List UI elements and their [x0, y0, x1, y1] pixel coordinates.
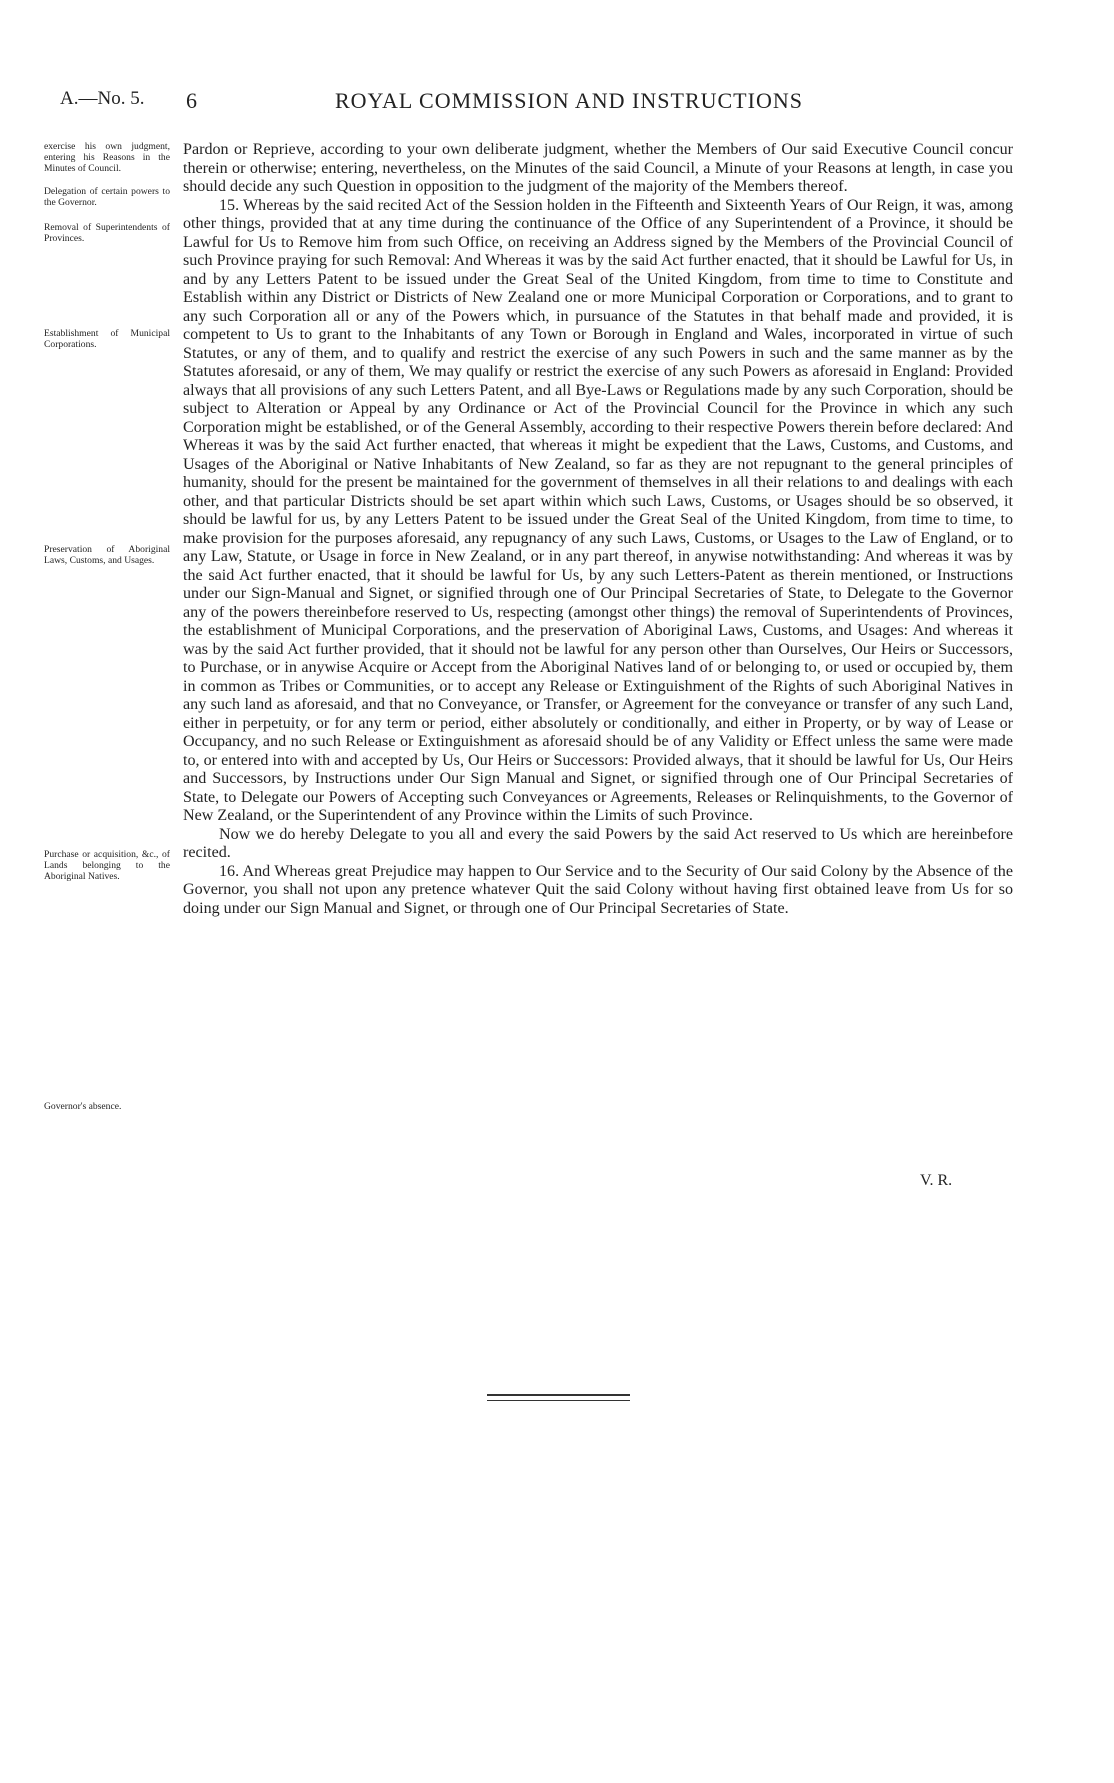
margin-note-land-purchase: Purchase or acquisition, &c., of Lands belonging to the Aboriginal Natives.: [44, 849, 170, 882]
paragraph-continuation: Pardon or Reprieve, according to your own deliberate judgment, whether the Members of Our said Executive Council concur therein or otherwise; entering, nevertheless, on the Minutes of the said Council, a Minute of your Reasons at length, in case you should decide any such Question in opposition to the judgment of the majority of the Members thereof.: [183, 141, 1013, 195]
margin-note-delegation: Delegation of certain powers to the Governor.: [44, 186, 170, 208]
margin-note-municipal-corporations: Establishment of Municipal Corporations.: [44, 328, 170, 350]
document-body: [183, 141, 1013, 918]
running-title: ROYAL COMMISSION AND INSTRUCTIONS: [335, 88, 803, 113]
paragraph-16: 16. And Whereas great Prejudice may happen to Our Service and to the Security of Our said Colony by the Absence of the Governor, you shall not upon any pretence whatever Quit the said Colony without having first obtained leave from Us for so doing under our Sign Manual and Signet, or through one of Our Principal Secretaries of State.: [183, 862, 1013, 917]
paragraph-15: 15. Whereas by the said recited Act of the Session holden in the Fifteenth and Sixteenth Years of Our Reign, it was, among other things, provided that at any time during the continuance of the Office of any Superintendent of a Province, it should be Lawful for Us to Remove him from such Office, on receiving an Address signed by the Members of the Provincial Council of such Province praying for such Removal: And Whereas it was by the said Act further enacted, that it should be Lawful for Us, in and by any Letters Patent to be issued under the Great Seal of the United Kingdom, from time to time to Constitute and Establish within any District or Districts of New Zealand one or more Municipal Corporation or Corporations, and to grant to any such Corporation all or any of the Powers which, in pursuance of the Statutes in that behalf made and provided, it is competent to Us to grant to the Inhabitants of any Town or Borough in England and Wales, incorporated in virtue of such Statutes, or any of them, and to qualify and restrict the exercise of any such Powers in such and the same manner as by the Statutes aforesaid, or any of them, We may qualify or restrict the exercise of any such Powers as aforesaid in England: Provided always that all provisions of any such Letters Patent, and all Bye-Laws or Regulations made by any such Corporation, should be subject to Alteration or Appeal by any Ordinance or Act of the Provincial Council for the Province in which any such Corporation might be established, or of the General Assembly, according to their respective Powers therein before declared: And Whereas it was by the said Act further enacted, that whereas it might be expedient that the Laws, Customs, and Customs, and Usages of the Aboriginal or Native Inhabitants of New Zealand, so far as they are not repugnant to the general principles of humanity, should for the present be maintained for the government of themselves in all their relations to and dealings with each other, and that particular Districts should be set apart within which such Laws, Customs, or Usages should be so observed, it should be lawful for us, by any Letters Patent to be issued under the Great Seal of the United Kingdom, from time to time, to make provision for the purposes aforesaid, any repugnancy of any such Laws, Customs, or Usages to the Law of England, or to any Law, Statute, or Usage in force in New Zealand, or in any part thereof, in anywise notwithstanding: And whereas it was by the said Act further enacted, that it should be lawful for Us, by any such Letters-Patent as therein mentioned, or Instructions under our Sign-Manual and Signet, or signified through one of Our Principal Secretaries of State, to Delegate to the Governor any of the powers thereinbefore reserved to Us, respecting (amongst other things) the removal of Superintendents of Provinces, the establishment of Municipal Corporations, and the preservation of Aboriginal Laws, Customs, and Usages: And whereas it was by the said Act further provided, that it should not be lawful for any person other than Ourselves, Our Heirs or Successors, to Purchase, or in anywise Acquire or Accept from the Aboriginal Natives land of or belonging to, or used or occupied by, them in common as Tribes or Communities, or to accept any Release or Extinguishment of the Rights of such Aboriginal Natives in any such land as aforesaid, and that no Conveyance, or Transfer, or Agreement for the conveyance or transfer of any such Land, either in perpetuity, or for any term or period, either absolutely or conditionally, and either in Property, or by way of Lease or Occupancy, and no such Release or Extinguishment as aforesaid should be of any Validity or Effect unless the same were made to, or entered into with and accepted by Us, Our Heirs or Successors: Provided always, that it should be lawful for Us, Our Heirs and Successors, by Instructions under Our Sign Manual and Signet, or signified through one of Our Principal Secretaries of State, to Delegate our Powers of Accepting such Conveyances or Agreements, Releases or Relinquishments, to the Governor of New Zealand, or the Superintendent of any Province within the Limits of such Province.: [183, 196, 1013, 824]
paragraph-delegation: Now we do hereby Delegate to you all and every the said Powers by the said Act reserved to Us which are hereinbefore recited.: [183, 825, 1013, 861]
closing-rule-thin: [487, 1400, 630, 1401]
margin-note-governors-absence: Governor's absence.: [44, 1101, 122, 1112]
page-header: [60, 88, 1060, 118]
closing-rule: [487, 1394, 630, 1396]
margin-note-removal-superintendents: Removal of Superintendents of Provinces.: [44, 222, 170, 244]
page-number: 6: [186, 88, 197, 113]
margin-note-aboriginal-laws: Preservation of Aboriginal Laws, Customs, and Usages.: [44, 544, 170, 566]
margin-note-reasons: exercise his own judgment, entering his Reasons in the Minutes of Council.: [44, 141, 170, 174]
document-reference: A.—No. 5.: [60, 88, 145, 109]
signature-vr: V. R.: [920, 1172, 953, 1189]
